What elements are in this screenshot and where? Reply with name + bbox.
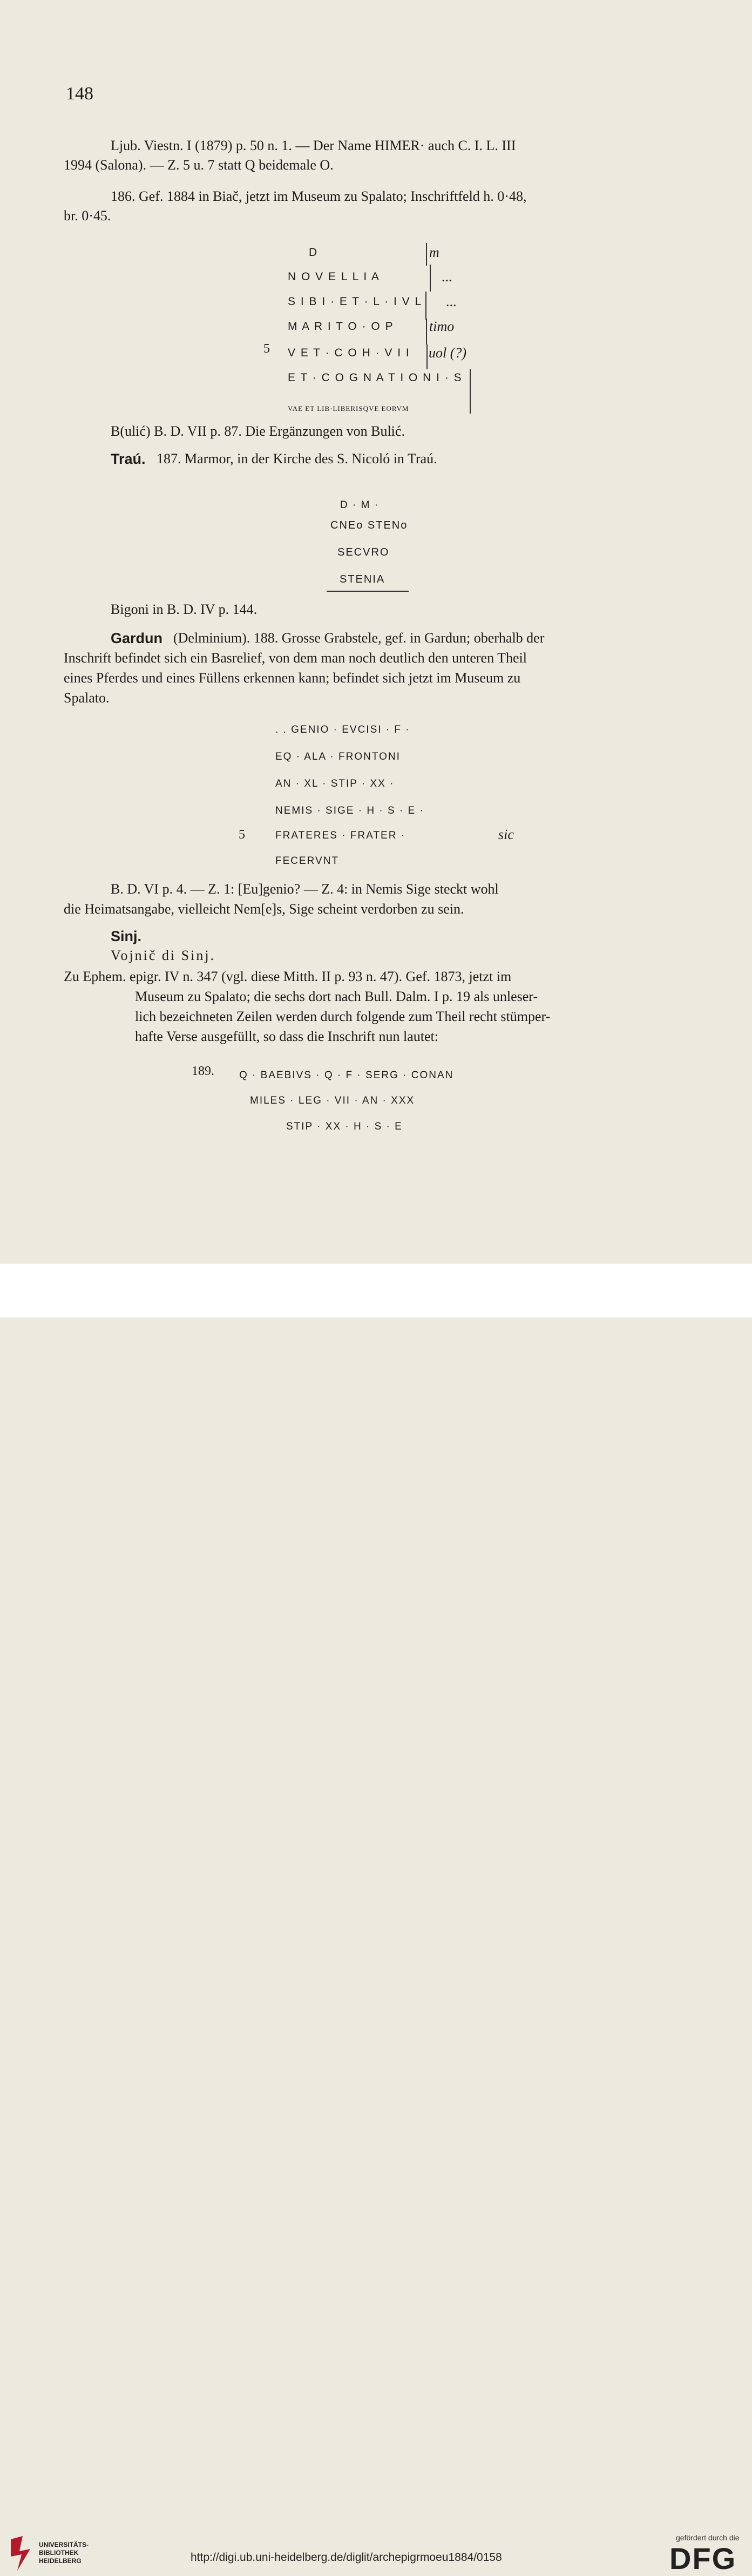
inscription-line: M A R I T O · O P [288, 320, 394, 333]
paragraph-line: Zu Ephem. epigr. IV n. 347 (vgl. diese Mitth. II p. 93 n. 47). Gef. 1873, jetzt im [64, 969, 512, 984]
inscription-line: V E T · C O H · V I I [288, 347, 410, 359]
underline [327, 591, 409, 592]
inscription-line: Q · BAEBIVS · Q · F · SERG · CONAN [239, 1070, 454, 1081]
break-line [426, 243, 427, 266]
reference-line: B(ulić) B. D. VII p. 87. Die Ergänzungen von Bulić. [111, 423, 405, 439]
paragraph-line: lich bezeichneten Zeilen werden durch folgende zum Theil recht stümper- [135, 1009, 551, 1024]
inscription-line: AN · XL · STIP · XX · [275, 778, 395, 789]
place-heading: Gardun [111, 630, 163, 646]
paragraph-line: (Delminium). 188. Grosse Grabstele, gef. in Gardun; oberhalb der [173, 630, 545, 646]
place-heading: Traú. [111, 451, 146, 467]
inscription-number: 189. [192, 1064, 214, 1078]
inscription-line: E T · C O G N A T I O N I · S [288, 371, 463, 384]
dfg-logo: DFG [669, 2541, 737, 2575]
inscription-restoration: ... [446, 294, 457, 309]
paragraph-line: 186. Gef. 1884 in Biač, jetzt im Museum zu Spalato; Inschriftfeld h. 0·48, [111, 188, 527, 204]
inscription-line: D [309, 246, 319, 259]
library-name: BIBLIOTHEK [39, 2549, 79, 2557]
paragraph-line: Museum zu Spalato; die sechs dort nach Bull. Dalm. I p. 19 als unleser- [135, 989, 538, 1004]
university-logo-icon [8, 2535, 33, 2573]
reference-line: B. D. VI p. 4. — Z. 1: [Eu]genio? — Z. 4: in Nemis Sige steckt wohl [111, 881, 499, 897]
inscription-line: CNEo STENo [330, 519, 408, 531]
paragraph-line: Spalato. [64, 690, 110, 706]
library-name: HEIDELBERG [39, 2557, 82, 2565]
inscription-line: NEMIS · SIGE · H · S · E · [275, 805, 424, 816]
inscription-line: STENIA [340, 573, 385, 585]
inscription-restoration: m [429, 245, 439, 260]
break-line [426, 344, 428, 369]
inscription-line: VAE ET LIB·LIBERISQVE EORVM [288, 404, 409, 413]
inscription-line: S I B I · E T · L · I V L [288, 295, 423, 308]
reference-line: die Heimatsangabe, vielleicht Nem[e]s, Sige scheint verdorben zu sein. [64, 901, 464, 917]
library-name: UNIVERSITÄTS- [39, 2541, 89, 2548]
paragraph-line: 187. Marmor, in der Kirche des S. Nicoló in Traú. [157, 451, 437, 466]
paragraph-line: Inschrift befindet sich ein Basrelief, von dem man noch deutlich den unteren Theil [64, 650, 527, 666]
inscription-line: N O V E L L I A [288, 271, 380, 283]
paragraph-line: hafte Verse ausgefüllt, so dass die Inschrift nun lautet: [135, 1029, 438, 1044]
break-line [425, 292, 426, 320]
paragraph-line: Ljub. Viestn. I (1879) p. 50 n. 1. — Der Name HIMER· auch C. I. L. III [111, 138, 516, 153]
inscription-line: MILES · LEG · VII · AN · XXX [250, 1095, 415, 1106]
line-number: 5 [239, 828, 245, 842]
inscription-restoration: timo [429, 319, 455, 334]
inscription-line: D · M · [340, 499, 380, 511]
sub-heading: Vojnič di Sinj. [111, 948, 216, 963]
inscription-line: SECVRO [337, 546, 390, 558]
inscription-restoration: uol (?) [429, 345, 467, 361]
sic-note: sic [498, 827, 514, 842]
break-line [426, 319, 427, 344]
paragraph-line: eines Pferdes und eines Füllens erkennen kann; befindet sich jetzt im Museum zu [64, 670, 521, 686]
footer-bar [0, 1263, 752, 2575]
reference-line: Bigoni in B. D. IV p. 144. [111, 601, 258, 617]
source-url-link[interactable]: http://digi.ub.uni-heidelberg.de/diglit/archepigrmoeu1884/0158 [191, 2551, 502, 2564]
paragraph-line: br. 0·45. [64, 208, 111, 224]
inscription-line: . . GENIO · EVCISI · F · [275, 724, 410, 735]
place-heading: Sinj. [111, 928, 142, 944]
inscription-line: EQ · ALA · FRONTONI [275, 751, 401, 762]
paragraph-line: 1994 (Salona). — Z. 5 u. 7 statt Q beidemale O. [64, 157, 334, 173]
document-page [0, 0, 752, 1263]
inscription-restoration: ... [442, 269, 452, 285]
break-line [430, 265, 431, 292]
inscription-line: FRATERES · FRATER · [275, 830, 406, 841]
line-number: 5 [263, 342, 270, 356]
break-line [470, 369, 471, 414]
inscription-line: STIP · XX · H · S · E [286, 1121, 403, 1132]
page-number: 148 [66, 84, 93, 104]
funding-label: gefördert durch die [676, 2533, 740, 2542]
inscription-line: FECERVNT [275, 855, 340, 867]
